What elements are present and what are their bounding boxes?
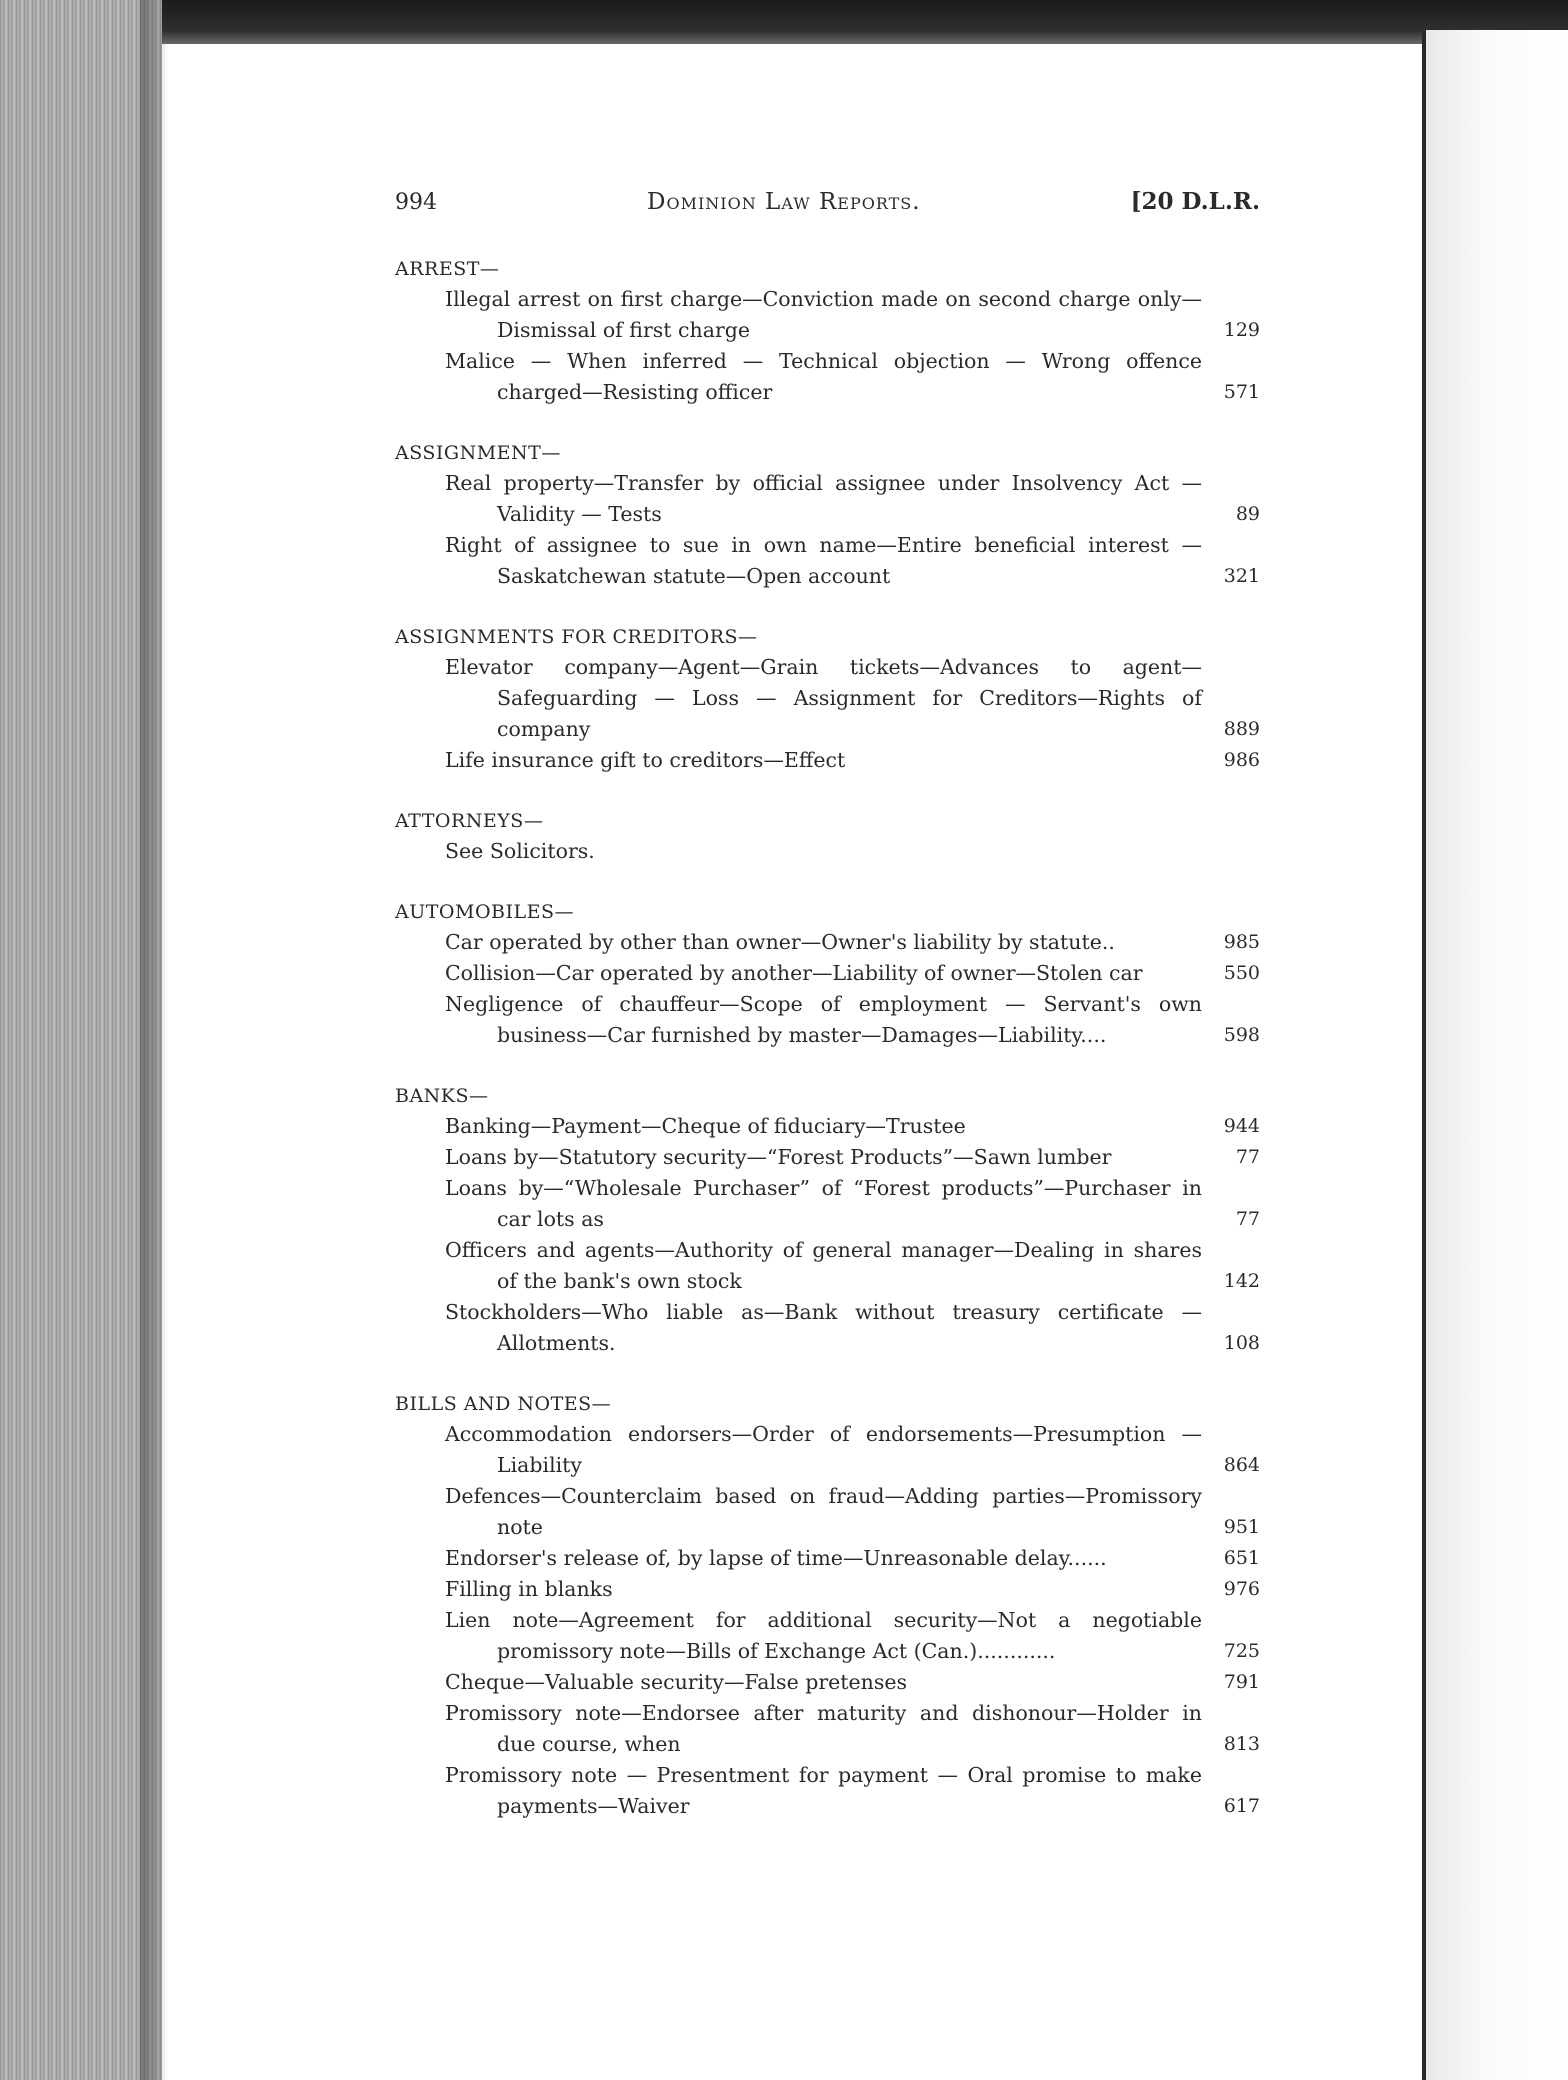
entry-text: Collision—Car operated by another—Liability of owner—Stolen car [445,961,1143,985]
entry-page-number: 77 [1235,1146,1260,1168]
index-entry [395,927,1260,958]
entry-text: Cheque—Valuable security—False pretenses [445,1670,908,1694]
entry-text: Car operated by other than owner—Owner's liability by statute.. [445,930,1115,954]
entry-text: Loans by—“Wholesale Purchaser” of “Forest products”—Purchaser in car lots as [445,1176,1202,1231]
index-section [395,438,1260,592]
entry-page-number: 89 [1235,503,1260,525]
entry-page-number: 944 [1223,1115,1260,1137]
index-entry [395,1235,1260,1297]
entry-page-number: 951 [1223,1516,1260,1538]
volume-reference: [20 D.L.R. [1130,188,1260,215]
index-entry [395,958,1260,989]
entry-page-number: 889 [1223,718,1260,740]
entry-page-number: 986 [1223,749,1260,771]
section-heading: AUTOMOBILES— [395,901,574,923]
section-heading: ASSIGNMENTS FOR CREDITORS— [395,626,758,648]
index-section [395,897,1260,1051]
entry-text: Illegal arrest on first charge—Conviction made on second charge only—Dismissal of first charge [445,287,1202,342]
index-section [395,1081,1260,1359]
entry-page-number: 321 [1223,565,1260,587]
index-entry [395,1605,1260,1667]
entry-text: Right of assignee to sue in own name—Entire beneficial interest —Saskatchewan statute—Open account [445,533,1202,588]
index-entry [395,1481,1260,1543]
index-entry [395,1173,1260,1235]
index-section [395,254,1260,408]
entry-page-number: 725 [1223,1640,1260,1662]
entry-page-number: 571 [1223,381,1260,403]
entry-text: Stockholders—Who liable as—Bank without treasury certificate — Allotments. [445,1300,1202,1355]
entry-page-number: 77 [1235,1208,1260,1230]
entry-page-number: 985 [1223,931,1260,953]
entry-page-number: 108 [1223,1332,1260,1354]
entry-page-number: 864 [1223,1454,1260,1476]
entry-text: Accommodation endorsers—Order of endorsements—Presumption —Liability [445,1422,1202,1477]
entry-text: Elevator company—Agent—Grain tickets—Advances to agent—Safeguarding — Loss — Assignment for Creditors—Rights of company [445,655,1202,741]
entry-text: Endorser's release of, by lapse of time—Unreasonable delay...... [445,1546,1107,1570]
entry-text: Real property—Transfer by official assignee under Insolvency Act —Validity — Tests [445,471,1202,526]
entry-page-number: 598 [1223,1024,1260,1046]
entry-text: Filling in blanks [445,1577,613,1601]
book-spine [0,0,162,2080]
index-entry [395,1574,1260,1605]
index-entry [395,1142,1260,1173]
running-head [395,188,1260,228]
entry-page-number: 651 [1223,1547,1260,1569]
index-entry [395,346,1260,408]
index-entry [395,1698,1260,1760]
scan-top-edge [0,0,1568,44]
page-number: 994 [395,190,437,215]
index-entry [395,1760,1260,1822]
facing-page-margin [1426,30,1568,2080]
index-entry [395,530,1260,592]
publication-title: Dominion Law Reports. [647,189,921,215]
section-heading: ARREST— [395,258,500,280]
entry-page-number: 129 [1223,319,1260,341]
entry-text: Defences—Counterclaim based on fraud—Adding parties—Promissory note [445,1484,1202,1539]
entry-page-number: 813 [1223,1733,1260,1755]
index-entry [395,1419,1260,1481]
index-section [395,806,1260,867]
section-heading: ASSIGNMENT— [395,442,561,464]
index-entry [395,1111,1260,1142]
entry-text: Promissory note — Presentment for payment — Oral promise to make payments—Waiver [445,1763,1202,1818]
index-entry [395,1543,1260,1574]
section-heading: ATTORNEYS— [395,810,544,832]
index-body [395,254,1260,1822]
index-entry [395,1297,1260,1359]
index-page [395,188,1260,1852]
index-entry [395,1667,1260,1698]
entry-text: Banking—Payment—Cheque of fiduciary—Trustee [445,1114,966,1138]
entry-page-number: 617 [1223,1795,1260,1817]
index-entry [395,468,1260,530]
entry-text: Officers and agents—Authority of general manager—Dealing in shares of the bank's own stock [445,1238,1202,1293]
entry-text: Negligence of chauffeur—Scope of employment — Servant's own business—Car furnished by master—Damages—Liability.... [445,992,1202,1047]
entry-text: Lien note—Agreement for additional security—Not a negotiable promissory note—Bills of Exchange Act (Can.)............ [445,1608,1202,1663]
spine-shadow [140,0,168,2080]
entry-text: Promissory note—Endorsee after maturity and dishonour—Holder in due course, when [445,1701,1202,1756]
entry-text: Life insurance gift to creditors—Effect [445,748,846,772]
cross-reference: See Solicitors. [445,839,595,863]
section-heading: BILLS AND NOTES— [395,1393,612,1415]
entry-page-number: 550 [1223,962,1260,984]
index-entry [395,652,1260,745]
entry-page-number: 142 [1223,1270,1260,1292]
index-section [395,622,1260,776]
entry-page-number: 976 [1223,1578,1260,1600]
index-entry [395,284,1260,346]
section-heading: BANKS— [395,1085,489,1107]
index-entry [395,745,1260,776]
entry-page-number: 791 [1223,1671,1260,1693]
entry-text: Loans by—Statutory security—“Forest Products”—Sawn lumber [445,1145,1112,1169]
entry-text: Malice — When inferred — Technical objection — Wrong offence charged—Resisting officer [445,349,1202,404]
index-entry [395,989,1260,1051]
index-section [395,1389,1260,1822]
